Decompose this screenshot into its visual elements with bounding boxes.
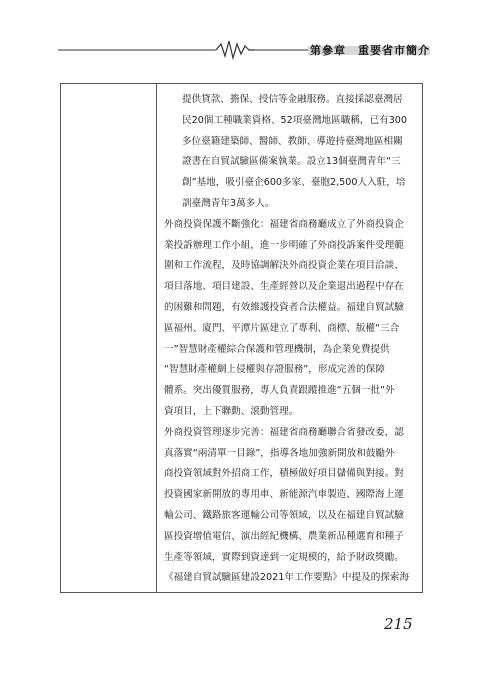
body-text-line: 外商投資保護不斷強化：福建省商務廳成立了外商投資企 [164,218,404,230]
body-text-line: 業投訴辦理工作小組，進一步明確了外商投訴案件受理範 [164,239,404,251]
body-text-line: 體系。突出優質服務，專人負責跟蹤推進“五個一批”外 [164,385,395,397]
page-number: 215 [384,615,413,633]
body-text-line: 輸公司、鐵路旅客運輸公司等領域，以及在福建自貿試驗 [164,509,404,521]
body-text-line: 區福州、廈門、平潭片區建立了專利、商標、版權“三合 [164,322,400,334]
body-text-line: 一”智慧財產權綜合保護和管理機制，為企業免費提供 [164,343,390,355]
body-text-line: 《福建自貿試驗區建設2021年工作要點》中提及的探索海 [164,572,410,584]
body-text-line: 資項目，上下聯動、滾動管理。 [164,405,299,417]
body-text-line: 的困難和問題，有效維護投資者合法權益。福建自貿試驗 [164,301,404,313]
table-content-cell [164,90,416,589]
header-title: 第參章 重要省市簡介 [310,44,430,57]
body-text-line: 生產等領域，實際到資達到一定規模的，給予財政獎勵。 [164,551,404,563]
body-text-line: 多位臺籍建築師、醫師、教師、導遊持臺灣地區相關 [182,135,403,147]
body-text-line: 外商投資管理逐步完善：福建省商務廳聯合省發改委，認 [164,426,404,438]
body-text-line: “智慧財產權網上侵權與存證服務”，形成完善的保障 [164,364,386,376]
body-text-line: 提供貸款、擔保、授信等金融服務。直接採認臺灣居 [182,94,403,105]
body-text-line: 訓臺灣青年3萬多人。 [182,197,275,209]
chapter-header [58,36,430,64]
body-text-line: 民20個工種職業資格、52項臺灣地區職稱，已有300 [182,114,408,126]
body-text-line: 證書在自貿試驗區備案執業。設立13個臺灣青年“三 [182,156,401,168]
zigzag-icon [216,41,254,58]
body-text-line: 創”基地，吸引臺企600多家、臺胞2,500人入駐，培 [182,177,406,189]
body-text-line: 商投資領域對外招商工作，積極做好項目儲備與對接。對 [164,468,404,480]
column-divider [156,84,157,592]
body-text-line: 真落實“兩清單一目錄”，指導各地加強新開放和鼓勵外 [164,447,395,459]
body-text-line: 投資國家新開放的專用車、新能源汽車製造、國際海上運 [164,489,404,501]
content-table [60,83,423,593]
body-text-line: 圍和工作流程，及時協調解決外商投資企業在項目洽談、 [164,260,404,272]
body-text-line: 項目落地、項目建設、生產經營以及企業退出過程中存在 [164,281,404,293]
body-text-line: 區投資增值電信、演出經紀機構、農業新品種選育和種子 [164,530,404,542]
